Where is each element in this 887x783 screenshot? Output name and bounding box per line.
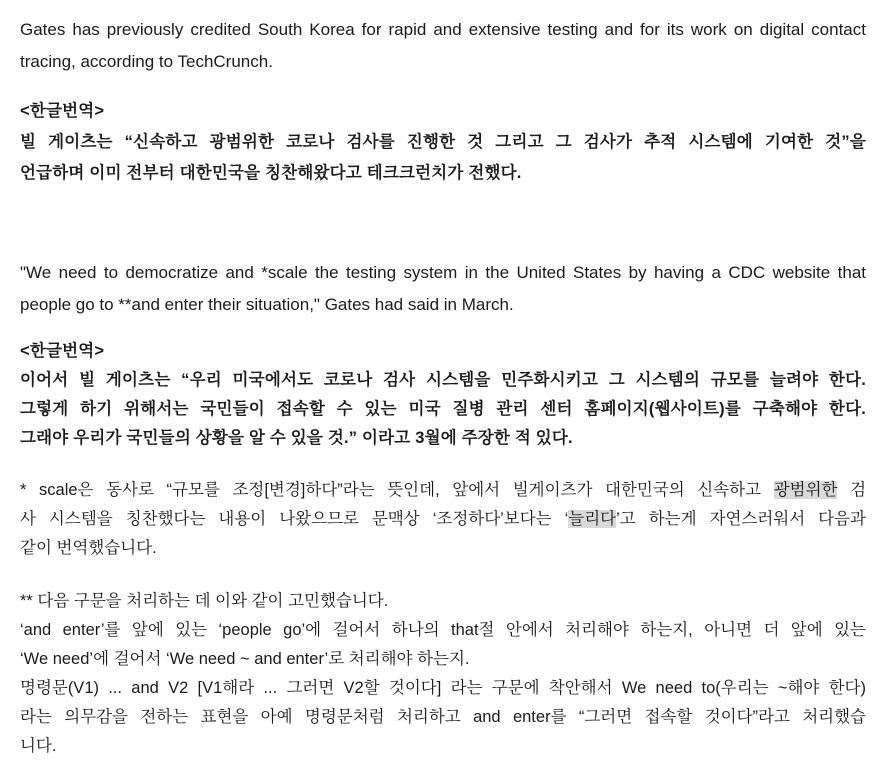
text-run: 이어서 빌 게이츠는 “우리 미국에서도 코로나 검사 시스템을 민주화시키고 그 시스템의 규모를 늘려야 한다. xyxy=(20,371,866,389)
korean-translation-heading-2: <한글번역> xyxy=(20,342,105,360)
english-paragraph-gates-quote xyxy=(20,257,866,321)
text-run: tracing, according to TechCrunch. xyxy=(20,52,273,71)
text-run: ’고 하는게 자연스러워서 다음과 xyxy=(616,510,866,528)
text-run: ‘We need’에 걸어서 ‘We need ~ and enter’로 처리해야 하는지. xyxy=(20,650,470,668)
highlighted-term: 늘리다 xyxy=(568,510,617,528)
text-line xyxy=(20,476,866,505)
text-line xyxy=(20,505,866,534)
translator-note-grammar xyxy=(20,587,866,761)
text-run: 라는 의무감을 전하는 표현을 아예 명령문처럼 처리하고 and enter를 “그러면 접속할 것이다”라고 처리했습 xyxy=(20,708,866,726)
text-line xyxy=(20,395,866,424)
text-line xyxy=(20,127,866,158)
text-line xyxy=(20,674,866,703)
text-run: 명령문(V1) ... and V2 [V1해라 ... 그러면 V2할 것이다] 라는 구문에 착안해서 We need to(우리는 ~해야 한다) xyxy=(20,679,866,697)
translator-note-scale xyxy=(20,476,866,563)
text-line xyxy=(20,366,866,395)
korean-translation-heading-1: <한글번역> xyxy=(20,102,105,120)
text-run: 언급하며 이미 전부터 대한민국을 칭찬해왔다고 테크크런치가 전했다. xyxy=(20,164,522,182)
text-run: 빌 게이츠는 “신속하고 광범위한 코로나 검사를 진행한 것 그리고 그 검사가 추적 시스템에 기여한 것”을 xyxy=(20,133,866,151)
text-line xyxy=(20,587,866,616)
text-line xyxy=(20,534,866,563)
text-line xyxy=(20,424,866,453)
text-run: ‘and enter’를 앞에 있는 ‘people go’에 걸어서 하나의 that절 안에서 처리해야 하는지, 아니면 더 앞에 있는 xyxy=(20,621,866,639)
text-run: 그래야 우리가 국민들의 상황을 알 수 있을 것.” 이라고 3월에 주장한 적 있다. xyxy=(20,429,573,447)
text-line xyxy=(20,645,866,674)
text-run: Gates has previously credited South Korea for rapid and extensive testing and for its work on digital contact xyxy=(20,20,866,39)
text-run: people go to **and enter their situation," Gates had said in March. xyxy=(20,295,514,314)
korean-translation-2 xyxy=(20,337,866,453)
english-paragraph-gates-credit xyxy=(20,14,866,78)
text-line xyxy=(20,257,866,289)
text-line xyxy=(20,732,866,761)
highlighted-term: 광범위한 xyxy=(773,481,838,499)
text-run: ** 다음 구문을 처리하는 데 이와 같이 고민했습니다. xyxy=(20,592,389,610)
text-line xyxy=(20,289,866,321)
text-line xyxy=(20,616,866,645)
text-line xyxy=(20,158,866,189)
korean-translation-1 xyxy=(20,96,866,189)
text-run: 같이 번역했습니다. xyxy=(20,539,157,557)
text-run: * scale은 동사로 “규모를 조정[변경]하다”라는 뜻인데, 앞에서 빌게이츠가 대한민국의 신속하고 xyxy=(20,481,774,499)
text-line xyxy=(20,14,866,46)
text-run: 니다. xyxy=(20,737,57,755)
text-run: 사 시스템을 칭찬했다는 내용이 나왔으므로 문맥상 ‘조정하다’보다는 ‘ xyxy=(20,510,569,528)
text-run: "We need to democratize and *scale the testing system in the United States by having a CDC website that xyxy=(20,263,866,282)
text-line xyxy=(20,703,866,732)
text-line xyxy=(20,46,866,78)
text-run: 그렇게 하기 위해서는 국민들이 접속할 수 있는 미국 질병 관리 센터 홈페이지(웹사이트)를 구축해야 한다. xyxy=(20,400,866,418)
text-run: 검 xyxy=(837,481,867,499)
